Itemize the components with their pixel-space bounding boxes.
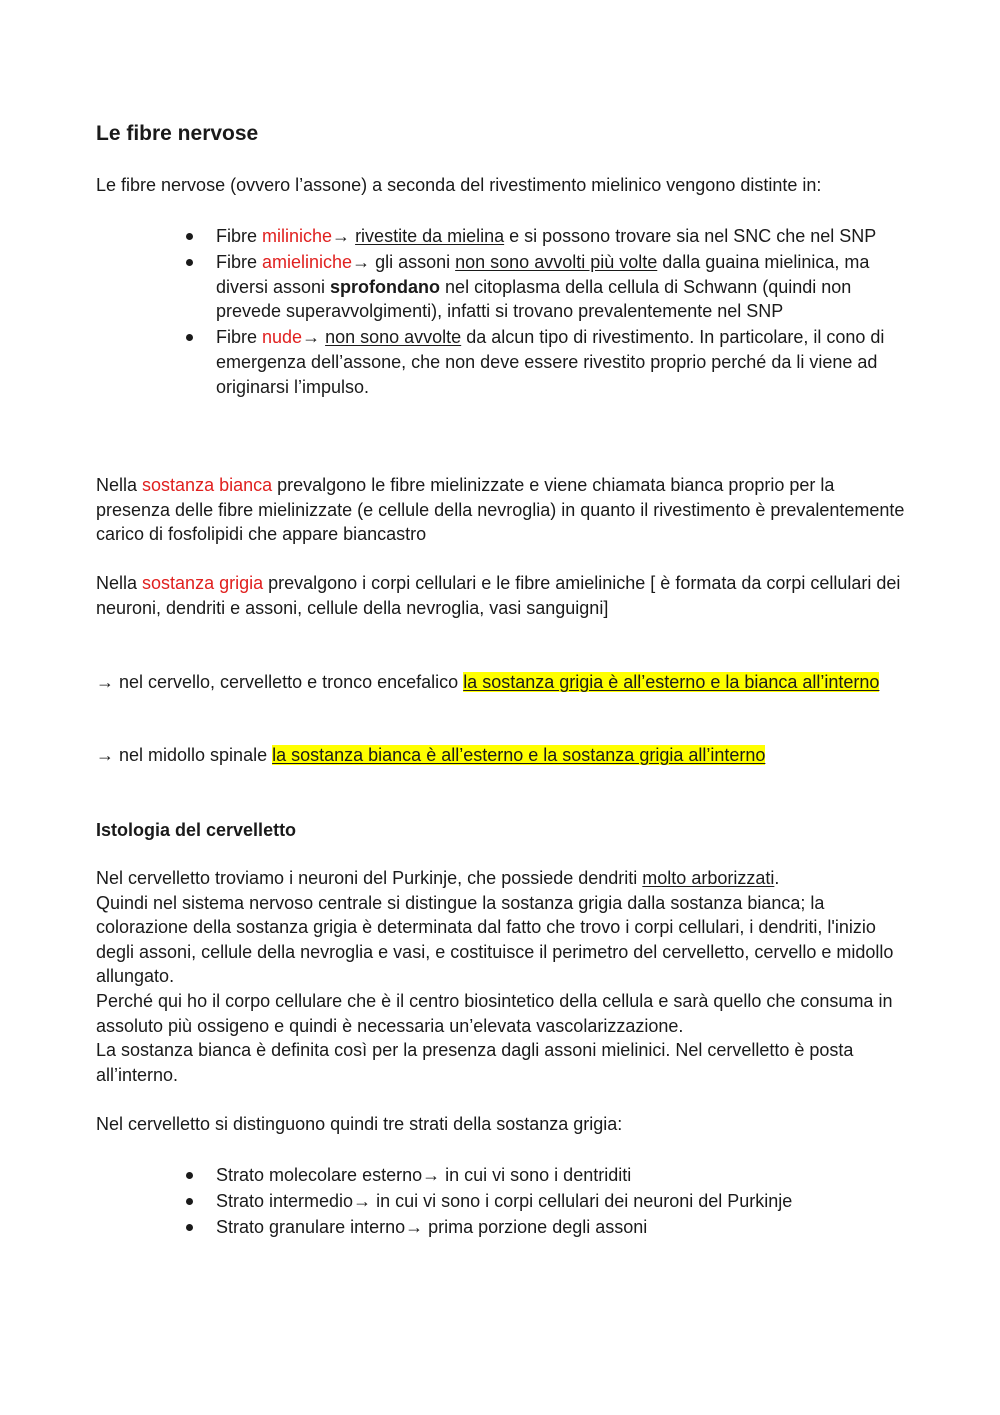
term-nude: nude — [262, 327, 303, 348]
fiber-list — [96, 224, 906, 401]
bullet-icon — [186, 259, 193, 266]
list-item-layer: Strato molecolare esterno→ in cui vi sono i dentriditi — [96, 1163, 906, 1188]
page-title: Le fibre nervose — [96, 122, 259, 145]
arrow-icon: → — [353, 1191, 377, 1212]
list-item-amieliniche: Fibre amieliniche→ gli assoni non sono avvolti più volte dalla guaina mielinica, ma diversi assoni sprofondano nel citoplasma della cellula di Schwann (quindi non prevede superavvolgimenti), infatti si trovano prevalentemente nel SNP — [96, 250, 906, 324]
section-title: Istologia del cervelletto — [96, 820, 297, 840]
list-item-layer: Strato intermedio→ in cui vi sono i corpi cellulari dei neuroni del Purkinje — [96, 1189, 906, 1214]
arrow-icon: → — [422, 1165, 446, 1185]
grey-matter-paragraph: Nella sostanza grigia prevalgono i corpi cellulari e le fibre amieliniche [ è formata da corpi cellulari dei neuroni, dendriti e assoni, cellule della nevroglia, vasi sanguigni] — [96, 573, 901, 618]
term-miliniche: miliniche — [262, 226, 333, 246]
histology-line-1: Nel cervelletto troviamo i neuroni del Purkinje, che possiede dendriti molto arborizzati. — [96, 868, 780, 888]
term-white-matter: sostanza bianca — [142, 475, 273, 495]
bullet-icon — [186, 233, 193, 240]
histology-paragraph — [96, 866, 906, 1087]
list-item-miliniche: Fibre miliniche→ rivestite da mielina e si possono trovare sia nel SNC che nel SNP — [96, 224, 906, 249]
intro-paragraph: Le fibre nervose (ovvero l’assone) a seconda del rivestimento mielinico vengono distinte in: — [96, 175, 822, 195]
layers-intro: Nel cervelletto si distinguono quindi tre strati della sostanza grigia: — [96, 1114, 623, 1134]
arrow-icon: → — [302, 327, 326, 348]
arrow-icon: → — [405, 1217, 429, 1238]
white-matter-paragraph: Nella sostanza bianca prevalgono le fibre mielinizzate e viene chiamata bianca proprio per la presenza delle fibre mielinizzate (e cellule della nevroglia) in quanto il rivestimento è prevalentemente carico di fosfolipidi che appare biancastro — [96, 475, 905, 545]
bullet-icon — [186, 1224, 193, 1231]
term-grey-matter: sostanza grigia — [142, 573, 264, 593]
list-item-nude: Fibre nude→ non sono avvolte da alcun tipo di rivestimento. In particolare, il cono di emergenza dell’assone, che non deve essere rivestito proprio perché da li viene ad originarsi l’impulso. — [96, 325, 906, 399]
histology-line-4: La sostanza bianca è definita così per la presenza dagli assoni mielinici. Nel cervelletto è posta all’interno. — [96, 1040, 854, 1085]
highlighted-text: la sostanza grigia è all’esterno e la bianca all’interno — [463, 672, 880, 692]
spinal-cord-note: → nel midollo spinale la sostanza bianca è all’esterno e la sostanza grigia all’interno — [96, 745, 766, 765]
arrow-icon: → — [352, 252, 376, 273]
histology-line-3: Perché qui ho il corpo cellulare che è il centro biosintetico della cellula e sarà quello che consuma in assoluto più ossigeno e quindi è necessaria un’elevata vascolarizzazione. — [96, 990, 893, 1036]
list-item-layer: Strato granulare interno→ prima porzione degli assoni — [96, 1215, 906, 1240]
highlighted-text: la sostanza bianca è all’esterno e la sostanza grigia all’interno — [272, 745, 766, 765]
bullet-icon — [186, 1172, 193, 1179]
brain-note: → nel cervello, cervelletto e tronco encefalico la sostanza grigia è all’esterno e la bianca all’interno — [96, 672, 880, 692]
term-amieliniche: amieliniche — [262, 252, 353, 273]
histology-line-2: Quindi nel sistema nervoso centrale si distingue la sostanza grigia dalla sostanza bianca; la colorazione della sostanza grigia è determinata dal fatto che trovo i corpi cellulari, i dendriti, l'inizio degli assoni, cellule della nevroglia e vasi, e costituisce il perimetro del cervelletto, cervello e midollo allungato. — [96, 892, 894, 987]
bullet-icon — [186, 1198, 193, 1205]
layers-list — [96, 1163, 906, 1241]
arrow-icon: → — [332, 226, 356, 246]
bullet-icon — [186, 334, 193, 341]
